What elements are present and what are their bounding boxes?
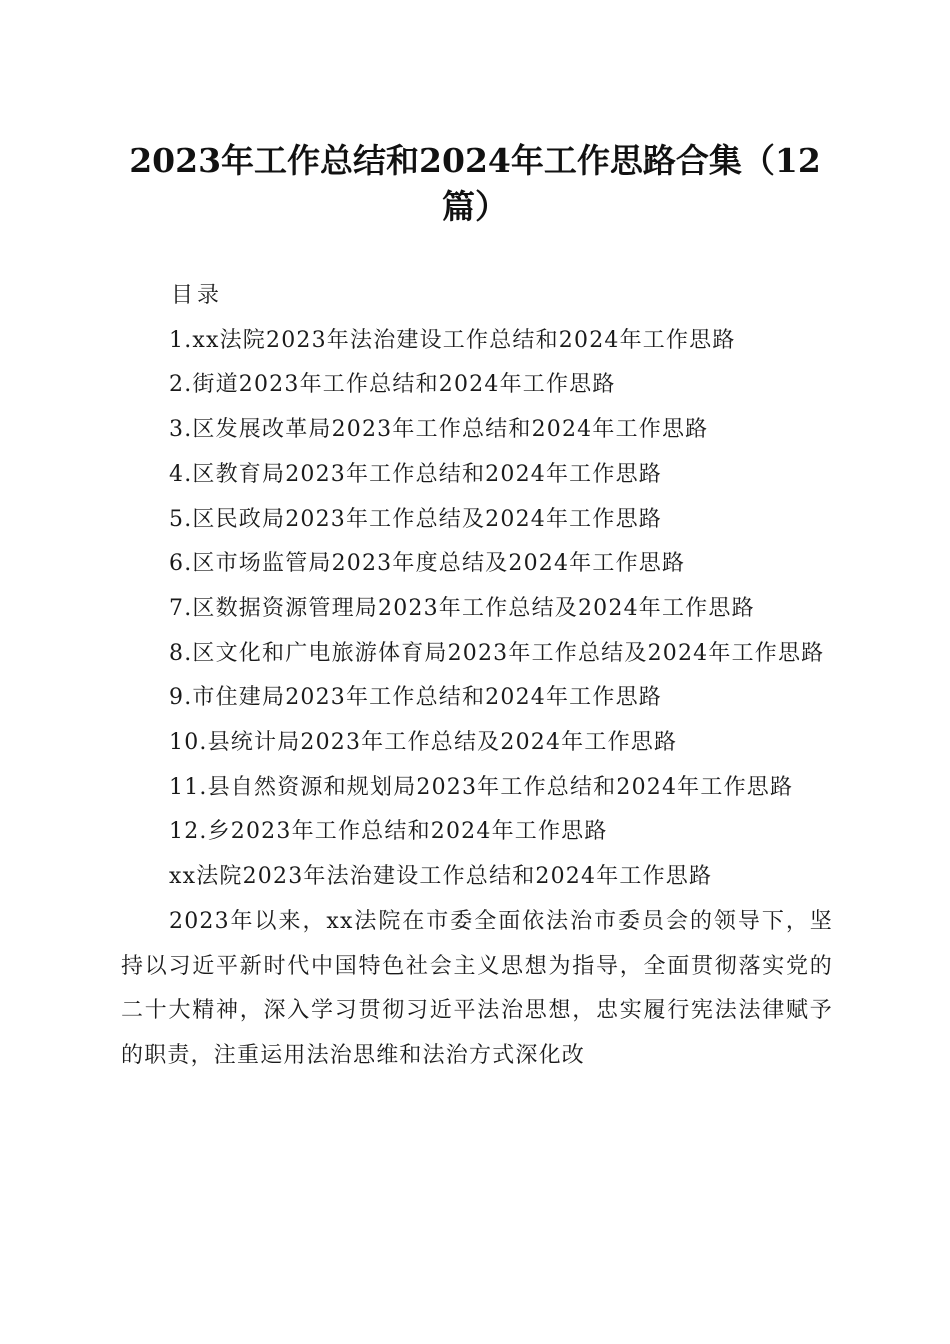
document-body: [121, 274, 833, 1079]
toc-item-2: 2.街道2023年工作总结和2024年工作思路: [169, 372, 616, 398]
toc-item-11: 11.县自然资源和规划局2023年工作总结和2024年工作思路: [169, 774, 794, 800]
toc-item-8: 8.区文化和广电旅游体育局2023年工作总结及2024年工作思路: [169, 640, 825, 666]
section-title: xx法院2023年法治建设工作总结和2024年工作思路: [169, 864, 713, 890]
document-title: 2023年工作总结和2024年工作思路合集（12篇）: [129, 141, 821, 226]
toc-item-4: 4.区教育局2023年工作总结和2024年工作思路: [169, 461, 662, 487]
toc-item-5: 5.区民政局2023年工作总结及2024年工作思路: [169, 506, 662, 532]
toc-item-7: 7.区数据资源管理局2023年工作总结及2024年工作思路: [169, 595, 755, 621]
toc-item-9: 9.市住建局2023年工作总结和2024年工作思路: [169, 685, 662, 711]
toc-item-12: 12.乡2023年工作总结和2024年工作思路: [169, 819, 608, 845]
toc-item-6: 6.区市场监管局2023年度总结及2024年工作思路: [169, 551, 686, 577]
toc-item-3: 3.区发展改革局2023年工作总结和2024年工作思路: [169, 417, 709, 443]
body-paragraph: 2023年以来，xx法院在市委全面依法治市委员会的领导下，坚持以习近平新时代中国特色社会主义思想为指导，全面贯彻落实党的二十大精神，深入学习贯彻习近平法治思想，忠实履行宪法法律赋予的职责，注重运用法治思维和法治方式深化改: [121, 908, 833, 1068]
toc-heading: 目录: [171, 283, 224, 308]
toc-item-10: 10.县统计局2023年工作总结及2024年工作思路: [169, 730, 678, 756]
toc-item-1: 1.xx法院2023年法治建设工作总结和2024年工作思路: [169, 327, 736, 353]
